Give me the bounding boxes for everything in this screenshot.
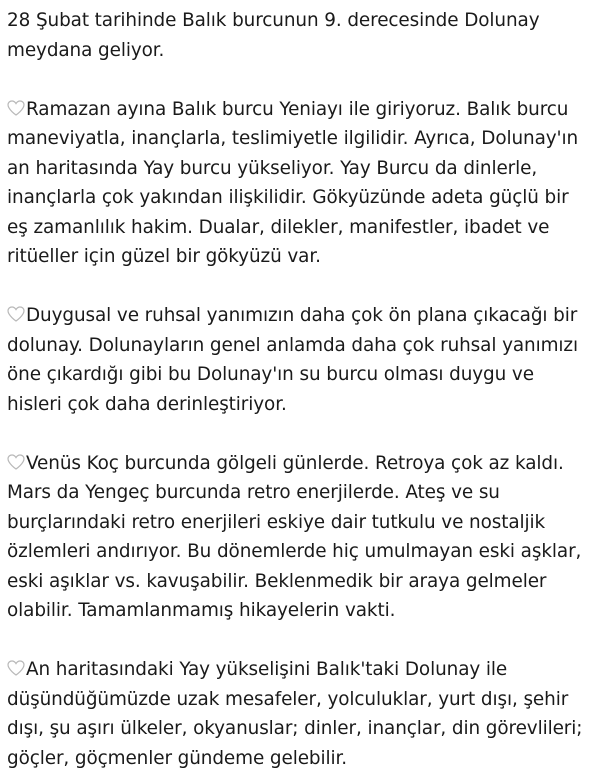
paragraph-gap — [7, 419, 597, 449]
text-line: burçlarındaki retro enerjileri eskiye dair tutkulu ve nostaljik — [7, 508, 597, 538]
text-line: eş zamanlılık hakim. Dualar, dilekler, manifestler, ibadet ve — [7, 213, 597, 243]
text-line: hisleri çok daha derinleştiriyor. — [7, 390, 597, 420]
white-heart-icon — [7, 454, 25, 470]
text-line: meydana geliyor. — [7, 36, 597, 66]
white-heart-icon — [7, 660, 25, 676]
paragraph-gap — [7, 272, 597, 302]
paragraph-gap — [7, 626, 597, 656]
text-line: göçler, göçmenler gündeme gelebilir. — [7, 744, 597, 773]
text-line — [7, 95, 597, 125]
text-line: olabilir. Tamamlanmamış hikayelerin vakti. — [7, 596, 597, 626]
text-line-content: Venüs Koç burcunda gölgeli günlerde. Retroya çok az kaldı. — [26, 453, 564, 474]
text-line-content: Ramazan ayına Balık burcu Yeniayı ile giriyoruz. Balık burcu — [26, 99, 568, 120]
text-line: Mars da Yengeç burcunda retro enerjilerde. Ateş ve su — [7, 478, 597, 508]
text-line: ritüeller için güzel bir gökyüzü var. — [7, 242, 597, 272]
text-line-content: Duygusal ve ruhsal yanımızın daha çok ön plana çıkacağı bir — [26, 305, 577, 326]
paragraph-venus — [7, 449, 597, 626]
text-line: özlemleri andırıyor. Bu dönemlerde hiç umulmayan eski aşklar, — [7, 537, 597, 567]
text-line: an haritasında Yay burcu yükseliyor. Yay Burcu da dinlerle, — [7, 154, 597, 184]
text-line: 28 Şubat tarihinde Balık burcunun 9. derecesinde Dolunay — [7, 6, 597, 36]
white-heart-icon — [7, 306, 25, 322]
text-line — [7, 449, 597, 479]
text-line: dışı, şu aşırı ülkeler, okyanuslar; dinler, inançlar, din görevlileri; — [7, 714, 597, 744]
text-line — [7, 301, 597, 331]
text-line-content: An haritasındaki Yay yükselişini Balık'taki Dolunay ile — [26, 659, 507, 680]
white-heart-icon — [7, 100, 25, 116]
paragraph-duygusal — [7, 301, 597, 419]
text-line — [7, 655, 597, 685]
paragraph-intro — [7, 0, 597, 65]
text-line: dolunay. Dolunayların genel anlamda daha çok ruhsal yanımızı — [7, 331, 597, 361]
post-text — [7, 0, 597, 773]
text-line: maneviyatla, inançlarla, teslimiyetle ilgilidir. Ayrıca, Dolunay'ın — [7, 124, 597, 154]
text-line: öne çıkardığı gibi bu Dolunay'ın su burcu olması duygu ve — [7, 360, 597, 390]
text-line: düşündüğümüzde uzak mesafeler, yolculuklar, yurt dışı, şehir — [7, 685, 597, 715]
paragraph-an-haritasi — [7, 655, 597, 773]
text-line: inançlarla çok yakından ilişkilidir. Gökyüzünde adeta güçlü bir — [7, 183, 597, 213]
text-line: eski aşıklar vs. kavuşabilir. Beklenmedik bir araya gelmeler — [7, 567, 597, 597]
paragraph-ramazan — [7, 95, 597, 272]
paragraph-gap — [7, 65, 597, 95]
